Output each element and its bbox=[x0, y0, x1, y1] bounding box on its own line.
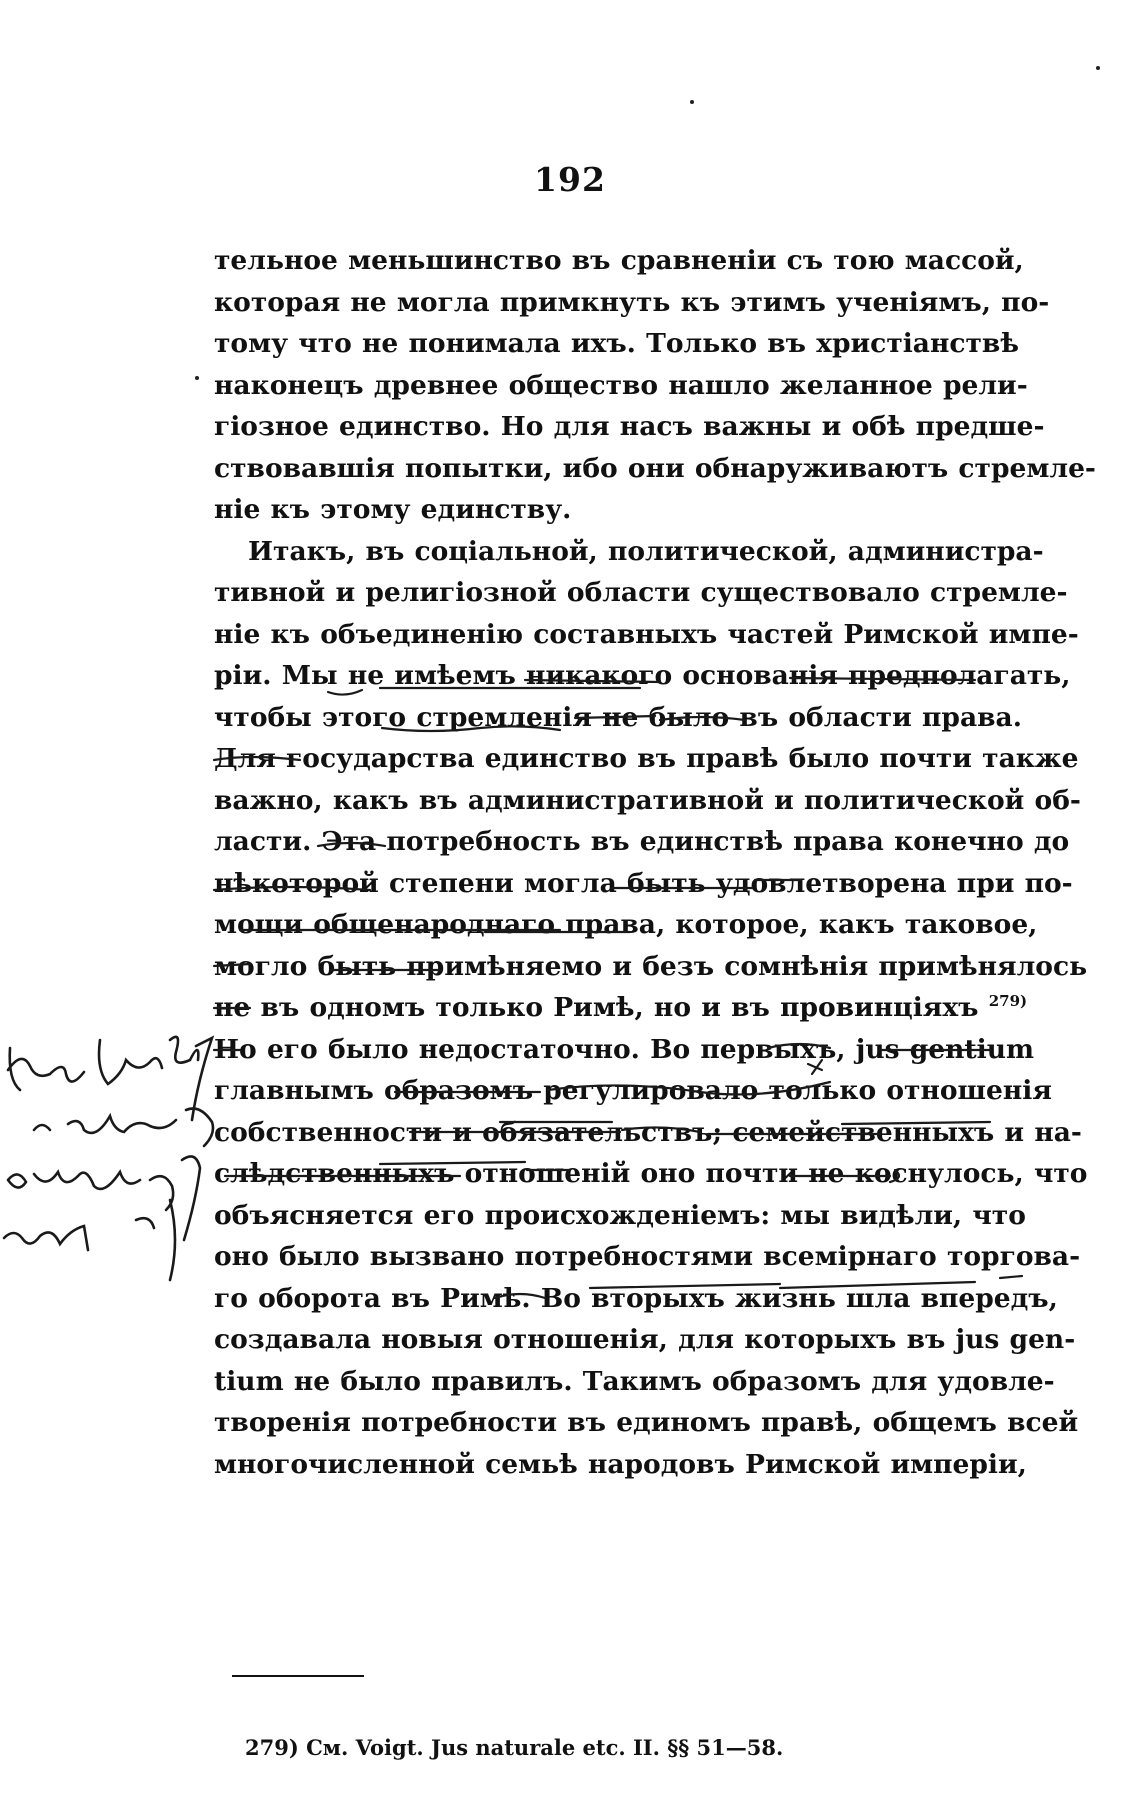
text-line: тивной и религіозной области существовало стремле- bbox=[214, 577, 1068, 608]
text-line: многочисленной семьѣ народовъ Римской имперіи, bbox=[214, 1448, 1027, 1480]
text-line: ніе къ этому единству. bbox=[214, 494, 572, 525]
text-line: tium не было правилъ. Такимъ образомъ для удовле- bbox=[214, 1365, 1055, 1397]
text-line: собственности и обязательствъ; семейственныхъ и на- bbox=[214, 1116, 1082, 1148]
text-line: ствовавшія попытки, ибо они обнаруживаютъ стремле- bbox=[214, 452, 1096, 484]
text-line: Но его было недостаточно. Во первыхъ, jus gentium bbox=[214, 1033, 1035, 1065]
text-line: оно было вызвано потребностями всемірнаго торгова- bbox=[214, 1241, 1081, 1272]
text-line: мощи общенароднаго права, которое, какъ таковое, bbox=[214, 909, 1038, 940]
text-line: ніе къ объединенію составныхъ частей Римской импе- bbox=[214, 618, 1079, 650]
paper-speck bbox=[195, 376, 199, 380]
text-line: могло быть примѣняемо и безъ сомнѣнія примѣнялось bbox=[214, 950, 1088, 982]
text-line: создавала новыя отношенія, для которыхъ въ jus gen- bbox=[214, 1324, 1076, 1355]
body-text bbox=[214, 240, 1096, 1485]
text-line: Для государства единство въ правѣ было почти также bbox=[214, 743, 1079, 774]
text-line: ласти. Эта потребность въ единствѣ права конечно до bbox=[214, 826, 1070, 857]
text-line: важно, какъ въ административной и политической об- bbox=[214, 784, 1081, 816]
text-line: ріи. Мы не имѣемъ никакого основанія предполагать, bbox=[214, 660, 1071, 691]
text-line: творенія потребности въ единомъ правѣ, общемъ всей bbox=[214, 1407, 1079, 1438]
footnote-divider bbox=[232, 1675, 364, 1677]
text-line-with-footnote-ref bbox=[214, 987, 1028, 1029]
marginal-handwriting bbox=[4, 1037, 213, 1280]
text-line: слѣдственныхъ отношеній оно почти не коснулось, что bbox=[214, 1158, 1088, 1189]
text-line: главнымъ образомъ регулировало только отношенія bbox=[214, 1075, 1052, 1106]
text-line: Итакъ, въ соціальной, политической, администра- bbox=[248, 535, 1044, 567]
text-line: наконецъ древнее общество нашло желанное рели- bbox=[214, 369, 1028, 401]
hand-mark bbox=[1000, 1276, 1022, 1278]
text-line: нѣкоторой степени могла быть удовлетворена при по- bbox=[214, 867, 1073, 899]
footnote: 279) См. Voigt. Jus naturale etc. II. §§ 51—58. bbox=[245, 1735, 784, 1760]
paper-speck bbox=[1096, 66, 1100, 70]
text-line: тельное меньшинство въ сравненіи съ тою массой, bbox=[214, 245, 1024, 276]
paper-speck bbox=[690, 100, 694, 104]
text-line: тому что не понимала ихъ. Только въ христіанствѣ bbox=[214, 328, 1019, 359]
footnote-ref: 279) bbox=[988, 992, 1028, 1011]
text-line: объясняется его происхожденіемъ: мы видѣли, что bbox=[214, 1199, 1026, 1231]
text-line: гіозное единство. Но для насъ важны и обѣ предше- bbox=[214, 411, 1045, 442]
text-line: не въ одномъ только Римѣ, но и въ провинціяхъ bbox=[214, 992, 979, 1023]
page-number: 192 bbox=[534, 160, 606, 199]
text-line: которая не могла примкнуть къ этимъ ученіямъ, по- bbox=[214, 286, 1050, 318]
text-line: чтобы этого стремленія не было въ области права. bbox=[214, 701, 1022, 733]
text-line: го оборота въ Римѣ. Во вторыхъ жизнь шла впередъ, bbox=[214, 1282, 1058, 1314]
